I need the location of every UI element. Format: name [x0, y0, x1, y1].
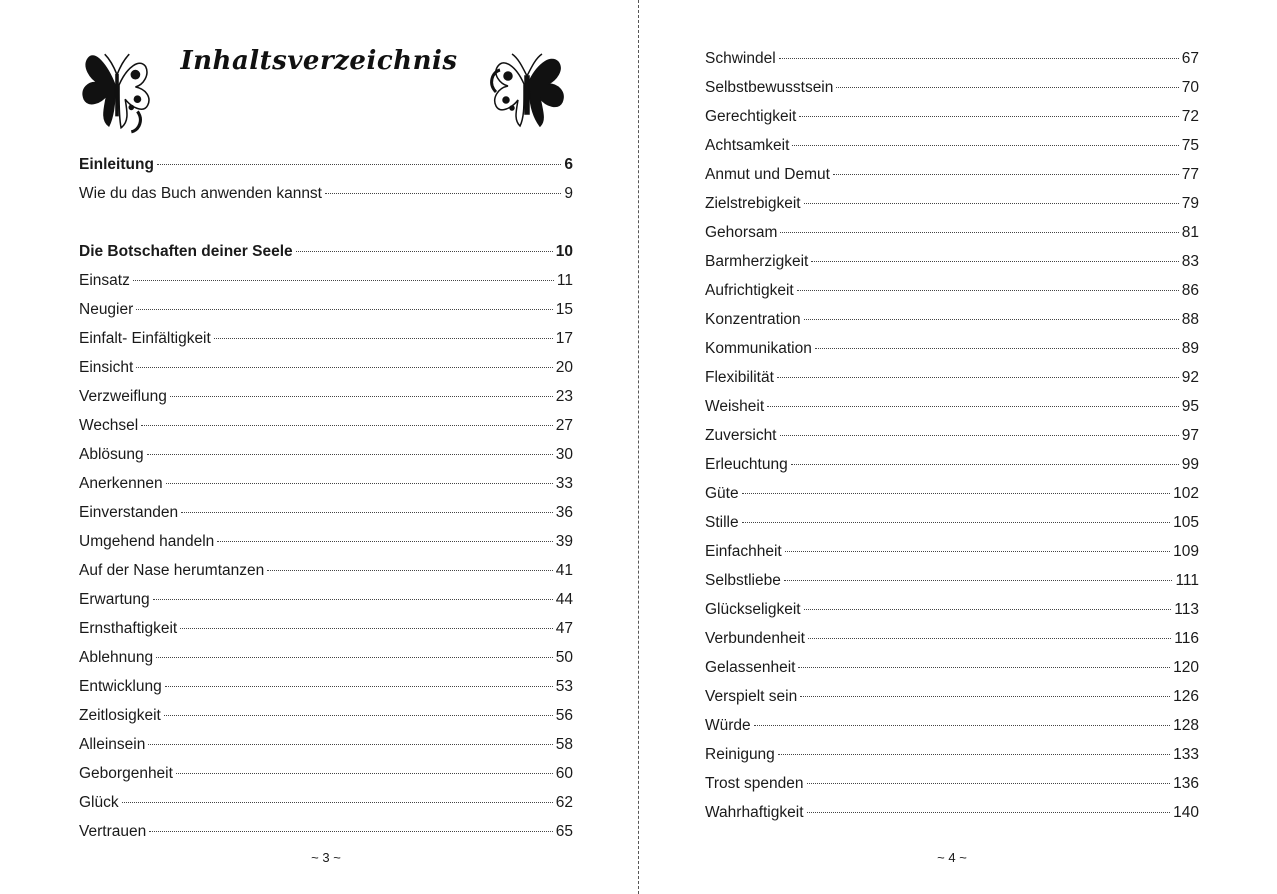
dot-leader	[815, 348, 1179, 349]
toc-entry[interactable]	[705, 73, 1199, 102]
toc-entry[interactable]	[705, 769, 1199, 798]
toc-entry[interactable]	[79, 788, 573, 817]
toc-entry-label: Güte	[705, 485, 739, 502]
dot-leader	[779, 58, 1179, 59]
toc-entry-page: 97	[1181, 427, 1199, 444]
toc-entry-label: Selbstliebe	[705, 572, 781, 589]
toc-entries	[79, 237, 573, 846]
toc-entry-label: Neugier	[79, 301, 134, 318]
toc-entry-page: 92	[1181, 369, 1199, 386]
toc-entry-label: Schwindel	[705, 50, 776, 67]
toc-entry-page: 133	[1173, 746, 1199, 763]
toc-entry[interactable]	[705, 624, 1199, 653]
toc-entry-label: Ernsthaftigkeit	[79, 620, 178, 637]
toc-entry-page: 89	[1181, 340, 1199, 357]
dot-leader	[807, 783, 1171, 784]
toc-entry-label: Zielstrebigkeit	[705, 195, 801, 212]
toc-entry-label: Einfalt- Einfältigkeit	[79, 330, 211, 347]
toc-entry-label: Geborgenheit	[79, 765, 173, 782]
dot-leader	[785, 551, 1170, 552]
dot-leader	[792, 145, 1178, 146]
dot-leader	[166, 483, 553, 484]
toc-entry[interactable]	[705, 276, 1199, 305]
page-number: ~ 4 ~	[937, 850, 967, 865]
toc-entry-page: 83	[1181, 253, 1199, 270]
toc-entry-label: Verbundenheit	[705, 630, 805, 647]
toc-entry[interactable]	[79, 527, 573, 556]
toc-entry-label: Gelassenheit	[705, 659, 796, 676]
toc-entry-label: Einverstanden	[79, 504, 179, 521]
dot-leader	[778, 754, 1170, 755]
page-divider	[638, 0, 639, 894]
toc-entry-label: Einleitung	[79, 156, 154, 173]
toc-entry-label: Anmut und Demut	[705, 166, 830, 183]
dot-leader	[267, 570, 553, 571]
toc-entry-page: 30	[555, 446, 573, 463]
toc-entry-page: 136	[1173, 775, 1199, 792]
dot-leader	[176, 773, 553, 774]
toc-entry-label: Wahrhaftigkeit	[705, 804, 804, 821]
toc-entry-page: 102	[1173, 485, 1199, 502]
dot-leader	[836, 87, 1178, 88]
toc-entries	[705, 44, 1199, 827]
dot-leader	[214, 338, 553, 339]
toc-entry-label: Anerkennen	[79, 475, 163, 492]
dot-leader	[153, 599, 553, 600]
toc-entry[interactable]	[79, 759, 573, 788]
toc-entry-label: Einsatz	[79, 272, 130, 289]
toc-entry-label: Achtsamkeit	[705, 137, 790, 154]
toc-entry-page: 88	[1181, 311, 1199, 328]
toc-entry-label: Verzweiflung	[79, 388, 167, 405]
toc-entry[interactable]	[705, 334, 1199, 363]
toc-entry-label: Flexibilität	[705, 369, 774, 386]
toc-entry-page: 39	[555, 533, 573, 550]
toc-entry-label: Erleuchtung	[705, 456, 788, 473]
toc-entry-label: Konzentration	[705, 311, 801, 328]
dot-leader	[804, 203, 1179, 204]
toc-entry-label: Auf der Nase herumtanzen	[79, 562, 265, 579]
toc-entry-label: Barmherzigkeit	[705, 253, 809, 270]
toc-entry-page: 15	[555, 301, 573, 318]
toc-entry-page: 65	[555, 823, 573, 840]
dot-leader	[791, 464, 1179, 465]
toc-entry-label: Einfachheit	[705, 543, 782, 560]
toc-entry[interactable]	[79, 237, 573, 266]
toc-entry[interactable]	[79, 266, 573, 295]
toc-entry[interactable]	[79, 614, 573, 643]
toc-entry-page: 77	[1181, 166, 1199, 183]
toc-entry[interactable]	[705, 798, 1199, 827]
toc-entry-label: Verspielt sein	[705, 688, 798, 705]
toc-entry-page: 140	[1173, 804, 1199, 821]
dot-leader	[170, 396, 553, 397]
toc-entry-page: 70	[1181, 79, 1199, 96]
toc-entry[interactable]	[705, 44, 1199, 73]
toc-entry[interactable]	[79, 643, 573, 672]
toc-entry[interactable]	[705, 218, 1199, 247]
dot-leader	[147, 454, 553, 455]
dot-leader	[780, 232, 1178, 233]
dot-leader	[122, 802, 553, 803]
toc-entry-page: 10	[555, 243, 573, 260]
dot-leader	[767, 406, 1179, 407]
toc-entry[interactable]	[79, 440, 573, 469]
dot-leader	[164, 715, 553, 716]
toc-entry-label: Würde	[705, 717, 751, 734]
dot-leader	[811, 261, 1178, 262]
toc-entry[interactable]	[705, 595, 1199, 624]
dot-leader	[780, 435, 1179, 436]
toc-entry-label: Zuversicht	[705, 427, 777, 444]
toc-entry-label: Reinigung	[705, 746, 775, 763]
toc-entry-label: Weisheit	[705, 398, 765, 415]
dot-leader	[141, 425, 553, 426]
dot-leader	[797, 290, 1179, 291]
toc-entry[interactable]	[705, 160, 1199, 189]
toc-entry-page: 111	[1175, 572, 1199, 589]
toc-entry-page: 105	[1173, 514, 1199, 531]
dot-leader	[148, 744, 552, 745]
dot-leader	[798, 667, 1170, 668]
toc-entry[interactable]	[79, 150, 573, 179]
dot-leader	[799, 116, 1178, 117]
toc-entry-label: Zeitlosigkeit	[79, 707, 161, 724]
toc-entry[interactable]	[705, 392, 1199, 421]
toc-entry[interactable]	[79, 411, 573, 440]
dot-leader	[136, 367, 552, 368]
toc-entry-label: Wechsel	[79, 417, 139, 434]
toc-entry-label: Kommunikation	[705, 340, 812, 357]
table-of-contents	[79, 150, 573, 846]
toc-entry[interactable]	[79, 701, 573, 730]
dot-leader	[742, 522, 1171, 523]
toc-entry[interactable]	[79, 498, 573, 527]
toc-entry-page: 126	[1173, 688, 1199, 705]
dot-leader	[157, 164, 561, 165]
toc-entry-label: Wie du das Buch anwenden kannst	[79, 185, 322, 202]
dot-leader	[754, 725, 1170, 726]
toc-entry-label: Umgehend handeln	[79, 533, 215, 550]
toc-entry[interactable]	[79, 672, 573, 701]
dot-leader	[804, 319, 1179, 320]
toc-entry[interactable]	[705, 711, 1199, 740]
dot-leader	[777, 377, 1179, 378]
toc-entry-page: 75	[1181, 137, 1199, 154]
left-page	[0, 0, 638, 894]
toc-entry-page: 11	[556, 272, 573, 289]
toc-entry-page: 23	[555, 388, 573, 405]
toc-entry[interactable]	[705, 682, 1199, 711]
toc-entry-label: Glückseligkeit	[705, 601, 801, 618]
page-number: ~ 3 ~	[311, 850, 341, 865]
toc-entry-page: 9	[564, 185, 573, 202]
toc-entry-label: Glück	[79, 794, 119, 811]
toc-entry-label: Aufrichtigkeit	[705, 282, 794, 299]
dot-leader	[808, 638, 1171, 639]
toc-entry-page: 33	[555, 475, 573, 492]
toc-entry-page: 95	[1181, 398, 1199, 415]
dot-leader	[165, 686, 553, 687]
dot-leader	[296, 251, 553, 252]
dot-leader	[136, 309, 552, 310]
toc-entry-page: 109	[1173, 543, 1199, 560]
toc-entry-label: Die Botschaften deiner Seele	[79, 243, 293, 260]
dot-leader	[742, 493, 1171, 494]
toc-entry[interactable]	[705, 421, 1199, 450]
toc-entry-page: 36	[555, 504, 573, 521]
dot-leader	[804, 609, 1172, 610]
toc-entry-label: Trost spenden	[705, 775, 804, 792]
toc-entry-page: 47	[555, 620, 573, 637]
toc-entry-page: 72	[1181, 108, 1199, 125]
toc-entry-page: 58	[555, 736, 573, 753]
right-page	[640, 0, 1277, 894]
toc-entry-page: 44	[555, 591, 573, 608]
toc-entry-page: 86	[1181, 282, 1199, 299]
toc-entry-page: 81	[1181, 224, 1199, 241]
dot-leader	[181, 512, 553, 513]
toc-entry-label: Gehorsam	[705, 224, 778, 241]
toc-entry[interactable]	[705, 450, 1199, 479]
toc-entry-label: Einsicht	[79, 359, 134, 376]
toc-entry-label: Vertrauen	[79, 823, 147, 840]
toc-entry-page: 79	[1181, 195, 1199, 212]
dot-leader	[325, 193, 561, 194]
toc-entry-page: 62	[555, 794, 573, 811]
toc-entry[interactable]	[705, 189, 1199, 218]
toc-entry[interactable]	[705, 537, 1199, 566]
toc-entry-label: Ablösung	[79, 446, 144, 463]
section-spacer	[79, 208, 573, 237]
toc-entry-label: Selbstbewusstsein	[705, 79, 834, 96]
table-of-contents	[705, 44, 1199, 827]
dot-leader	[149, 831, 553, 832]
toc-entry[interactable]	[79, 469, 573, 498]
toc-entry[interactable]	[705, 653, 1199, 682]
dot-leader	[156, 657, 553, 658]
toc-entry[interactable]	[705, 363, 1199, 392]
toc-entry-label: Gerechtigkeit	[705, 108, 797, 125]
toc-entry-page: 20	[555, 359, 573, 376]
toc-entry[interactable]	[705, 508, 1199, 537]
toc-entry[interactable]	[79, 324, 573, 353]
toc-entry[interactable]	[79, 382, 573, 411]
toc-entry-page: 50	[555, 649, 573, 666]
toc-entry-page: 6	[564, 156, 573, 173]
dot-leader	[133, 280, 554, 281]
toc-entry-page: 113	[1174, 601, 1199, 618]
toc-entry[interactable]	[705, 247, 1199, 276]
toc-entry[interactable]	[79, 179, 573, 208]
toc-entry-page: 53	[555, 678, 573, 695]
toc-entry[interactable]	[705, 305, 1199, 334]
toc-entry-label: Erwartung	[79, 591, 150, 608]
toc-entry-label: Ablehnung	[79, 649, 154, 666]
toc-entry[interactable]	[705, 740, 1199, 769]
toc-entry[interactable]	[705, 479, 1199, 508]
toc-entry[interactable]	[79, 730, 573, 759]
dot-leader	[833, 174, 1179, 175]
toc-entry-page: 17	[555, 330, 573, 347]
toc-entry[interactable]	[705, 566, 1199, 595]
toc-entry-page: 99	[1181, 456, 1199, 473]
toc-entry-page: 60	[555, 765, 573, 782]
dot-leader	[217, 541, 552, 542]
toc-entry-page: 116	[1174, 630, 1199, 647]
toc-entry[interactable]	[79, 353, 573, 382]
toc-entry-label: Alleinsein	[79, 736, 146, 753]
toc-entry[interactable]	[79, 556, 573, 585]
toc-entry[interactable]	[705, 131, 1199, 160]
toc-entry-page: 41	[555, 562, 573, 579]
toc-entry-page: 27	[555, 417, 573, 434]
dot-leader	[800, 696, 1170, 697]
toc-entry-page: 56	[555, 707, 573, 724]
toc-entry[interactable]	[79, 295, 573, 324]
butterfly-icon	[484, 48, 570, 130]
dot-leader	[784, 580, 1173, 581]
toc-entry-label: Stille	[705, 514, 739, 531]
toc-entry[interactable]	[79, 585, 573, 614]
dot-leader	[180, 628, 553, 629]
toc-entry-page: 67	[1181, 50, 1199, 67]
toc-entry[interactable]	[79, 817, 573, 846]
toc-entry[interactable]	[705, 102, 1199, 131]
page-title: Inhaltsverzeichnis	[180, 46, 458, 76]
toc-entry-page: 128	[1173, 717, 1199, 734]
toc-entry-label: Entwicklung	[79, 678, 162, 695]
toc-entry-page: 120	[1173, 659, 1199, 676]
dot-leader	[807, 812, 1171, 813]
